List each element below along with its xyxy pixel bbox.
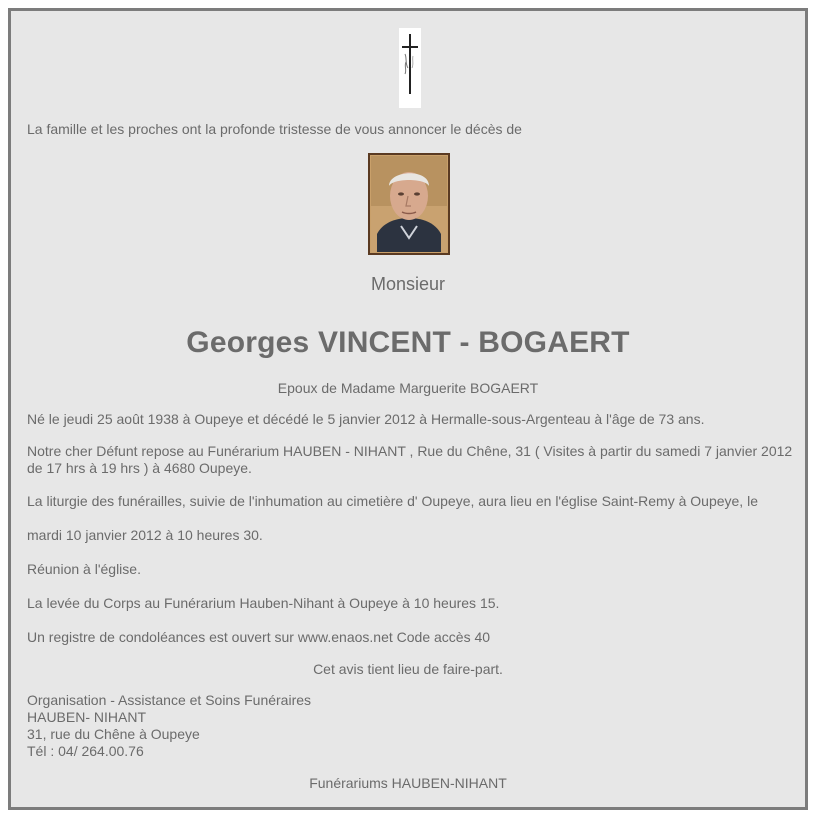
- registry-line: Un registre de condoléances est ouvert sur www.enaos.net Code accès 40: [27, 629, 491, 645]
- obituary-card: [8, 8, 808, 810]
- liturgy-paragraph: La liturgie des funérailles, suivie de l'inhumation au cimetière d' Oupeye, aura lieu en l'église Saint-Remy à Oupeye, le: [27, 493, 758, 509]
- intro-text: La famille et les proches ont la profonde tristesse de vous annoncer le décès de: [27, 121, 522, 137]
- reunion-line: Réunion à l'église.: [27, 561, 141, 577]
- organisation-address: 31, rue du Chêne à Oupeye: [27, 726, 200, 742]
- deceased-name: Georges VINCENT - BOGAERT: [186, 326, 630, 359]
- footer-text: Funérariums HAUBEN-NIHANT: [309, 775, 507, 791]
- liturgy-date: mardi 10 janvier 2012 à 10 heures 30.: [27, 527, 263, 543]
- birth-death-paragraph: Né le jeudi 25 août 1938 à Oupeye et décédé le 5 janvier 2012 à Hermalle-sous-Argenteau à l'âge de 73 ans.: [27, 411, 705, 427]
- levee-line: La levée du Corps au Funérarium Hauben-Nihant à Oupeye à 10 heures 15.: [27, 595, 500, 611]
- organisation-line-1: Organisation - Assistance et Soins Funéraires: [27, 692, 312, 708]
- spouse-line: Epoux de Madame Marguerite BOGAERT: [277, 380, 539, 396]
- organisation-phone: Tél : 04/ 264.00.76: [27, 743, 144, 759]
- organisation-block: [27, 692, 311, 760]
- notice-line: Cet avis tient lieu de faire-part.: [313, 661, 503, 677]
- organisation-line-2: HAUBEN- NIHANT: [27, 709, 147, 725]
- cross-icon: [399, 28, 421, 108]
- rest-place-paragraph: Notre cher Défunt repose au Funérarium HAUBEN - NIHANT , Rue du Chêne, 31 ( Visites à partir du samedi 7 janvier 2012 de 17 hrs à 19 hrs ) à 4680 Oupeye.: [27, 443, 793, 476]
- portrait-photo: [368, 153, 450, 255]
- honorific-title: Monsieur: [370, 274, 446, 294]
